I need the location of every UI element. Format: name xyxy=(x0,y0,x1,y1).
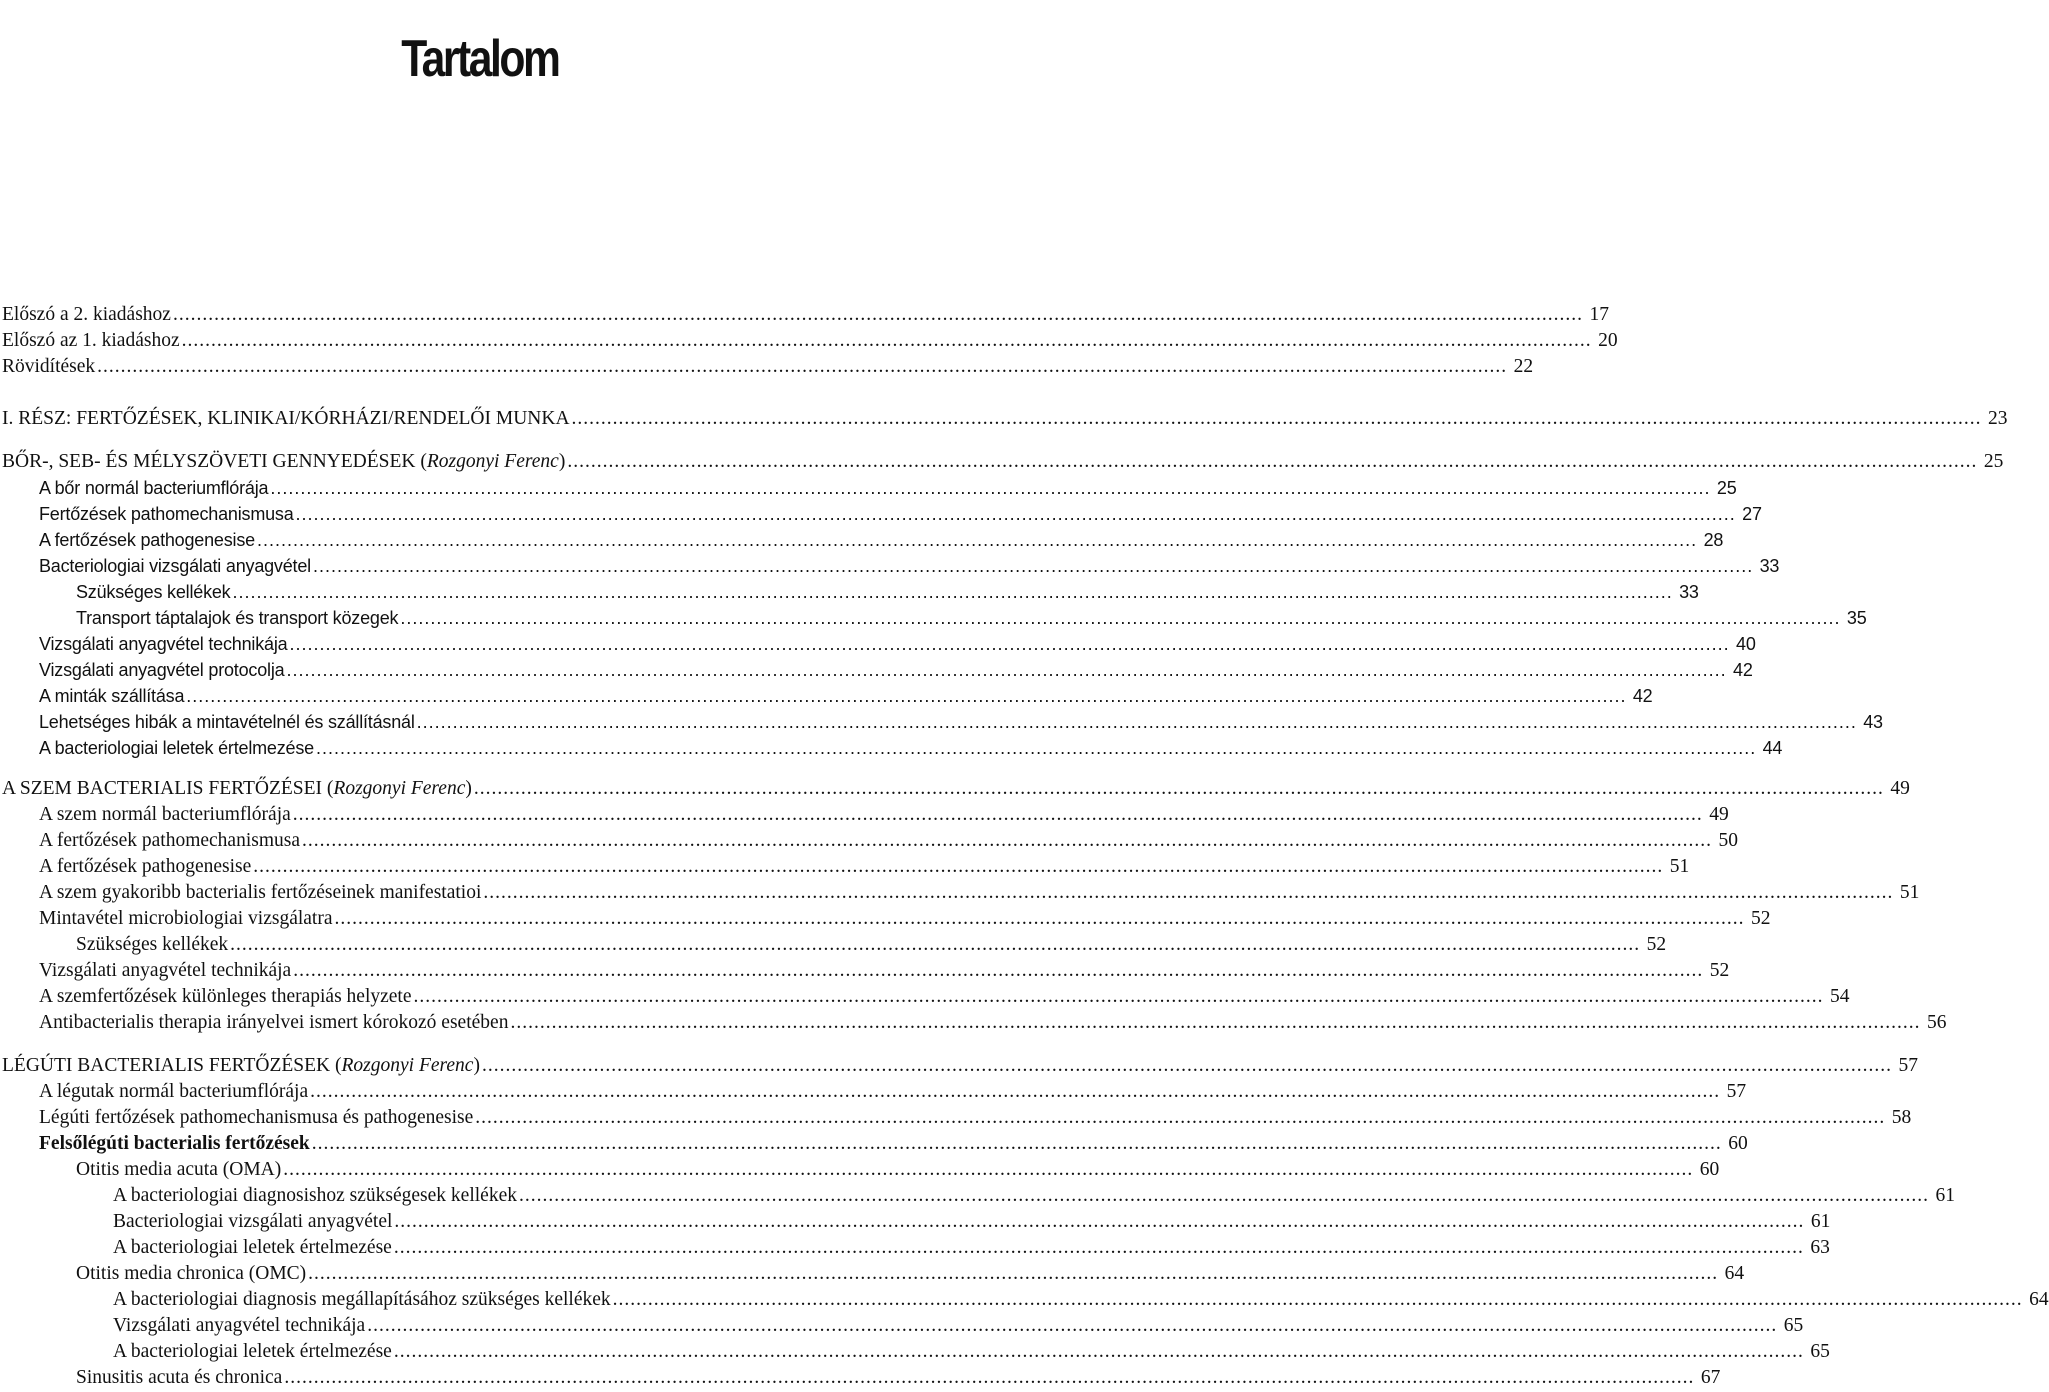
toc-entry-page: 58 xyxy=(1891,1107,1912,1128)
dot-leader xyxy=(482,1053,1892,1079)
toc-entry-page: 49 xyxy=(1709,804,1729,825)
dot-leader xyxy=(289,631,1729,657)
toc-chapter-heading xyxy=(2,776,1910,802)
dot-leader xyxy=(519,1183,1929,1209)
toc-entry xyxy=(2,1235,1830,1261)
toc-entry xyxy=(2,1287,2049,1313)
toc-entry-label: A fertőzések pathogenesise xyxy=(39,856,252,877)
toc-entry xyxy=(2,631,1756,657)
toc-entry-page: 67 xyxy=(1700,1367,1721,1388)
toc-entry-label: A fertőzések pathogenesise xyxy=(39,530,255,550)
toc-entry-label: Lehetséges hibák a mintavételnél és szállításnál xyxy=(39,712,415,732)
dot-leader xyxy=(474,776,1884,802)
toc-entry-page: 63 xyxy=(1810,1237,1830,1258)
toc-entry-page: 57 xyxy=(1726,1081,1747,1102)
dot-leader xyxy=(232,579,1672,605)
toc-entry-page: 60 xyxy=(1728,1133,1748,1154)
toc-entry xyxy=(2,1105,1912,1131)
toc-entry xyxy=(2,527,1724,553)
toc-entry-page: 22 xyxy=(1513,356,1534,377)
toc-chapter-heading xyxy=(2,449,2004,475)
toc-entry xyxy=(2,1261,1745,1287)
toc-entry-label: Vizsgálati anyagvétel technikája xyxy=(39,634,288,654)
toc-entry-label: Otitis media acuta (OMA) xyxy=(76,1159,282,1180)
dot-leader xyxy=(313,553,1753,579)
toc-entry-page: 52 xyxy=(1751,908,1771,929)
dot-leader xyxy=(286,657,1726,683)
dot-leader xyxy=(293,958,1703,984)
toc-entry xyxy=(2,1157,1720,1183)
dot-leader xyxy=(173,302,1583,328)
dot-leader xyxy=(270,475,1710,501)
toc-entry-label xyxy=(2,449,565,475)
toc-entry-label xyxy=(2,1053,480,1079)
dot-leader xyxy=(312,1131,1722,1157)
toc-entry xyxy=(2,553,1780,579)
toc-entry-page: 20 xyxy=(1598,330,1618,351)
toc-entry-label: Antibacterialis therapia irányelvei ismert kórokozó esetében xyxy=(39,1012,509,1033)
toc-entry-label: Sinusitis acuta és chronica xyxy=(76,1367,283,1388)
toc-entry-label: Bacteriologiai vizsgálati anyagvétel xyxy=(39,556,311,576)
dot-leader xyxy=(186,683,1626,709)
toc-entry xyxy=(2,683,1653,709)
toc-entry-label: Előszó az 1. kiadáshoz xyxy=(2,330,180,351)
toc-entry-page: 43 xyxy=(1863,712,1883,732)
dot-leader xyxy=(510,1010,1920,1036)
toc-entry-label: A minták szállítása xyxy=(39,686,185,706)
dot-leader xyxy=(483,880,1893,906)
toc-entry-page: 64 xyxy=(1724,1263,1745,1284)
dot-leader xyxy=(394,1235,1804,1261)
toc-chapter-heading xyxy=(2,1053,1918,1079)
toc-entry xyxy=(2,1010,1947,1036)
toc-entry-label: Vizsgálati anyagvétel technikája xyxy=(113,1315,366,1336)
dot-leader xyxy=(302,828,1712,854)
toc-entry-label: A szem normál bacteriumflórája xyxy=(39,804,291,825)
dot-leader xyxy=(310,1079,1720,1105)
toc-entry-page: 25 xyxy=(1983,451,2004,472)
dot-leader xyxy=(394,1339,1804,1365)
dot-leader xyxy=(257,527,1697,553)
dot-leader xyxy=(316,735,1756,761)
toc-entry-label: Fertőzések pathomechanismusa xyxy=(39,504,294,524)
toc-entry-page: 28 xyxy=(1703,530,1724,550)
toc-entry xyxy=(2,579,1699,605)
toc-part-heading xyxy=(2,406,2008,432)
dot-leader xyxy=(394,1209,1804,1235)
toc-entry xyxy=(2,984,1850,1010)
toc-entry-label: A szem gyakoribb bacterialis fertőzéseinek manifestatioi xyxy=(39,882,482,903)
dot-leader xyxy=(572,406,1982,432)
toc-entry xyxy=(2,932,1667,958)
toc-entry-page: 65 xyxy=(1783,1315,1804,1336)
dot-leader xyxy=(253,854,1663,880)
toc-entry xyxy=(2,828,1738,854)
toc-entry-label: A szemfertőzések különleges therapiás helyzete xyxy=(39,986,412,1007)
toc-entry xyxy=(2,1365,1721,1391)
toc-entry xyxy=(2,735,1783,761)
chapter-author: Rozgonyi Ferenc xyxy=(333,778,466,799)
toc-entry-label xyxy=(2,776,472,802)
toc-entry-page: 33 xyxy=(1679,582,1699,602)
chapter-title-end: ) xyxy=(465,778,472,799)
toc-entry-label: Otitis media chronica (OMC) xyxy=(76,1263,307,1284)
toc-entry-label: Szükséges kellékek xyxy=(76,582,231,602)
toc-entry-label: Rövidítések xyxy=(2,356,96,377)
toc-entry xyxy=(2,880,1920,906)
dot-leader xyxy=(414,984,1824,1010)
dot-leader xyxy=(367,1313,1777,1339)
toc-entry-page: 51 xyxy=(1669,856,1690,877)
toc-entry-page: 60 xyxy=(1699,1159,1720,1180)
toc-entry xyxy=(2,475,1737,501)
toc-entry xyxy=(2,802,1729,828)
toc-entry-page: 27 xyxy=(1742,504,1762,524)
dot-leader xyxy=(308,1261,1718,1287)
toc-entry-label: A légutak normál bacteriumflórája xyxy=(39,1081,309,1102)
toc-entry xyxy=(2,1183,1955,1209)
toc-entry xyxy=(2,328,1618,354)
chapter-title-end: ) xyxy=(558,451,566,472)
dot-leader xyxy=(400,605,1840,631)
toc-entry-label: Szükséges kellékek xyxy=(76,934,229,955)
dot-leader xyxy=(567,449,1977,475)
dot-leader xyxy=(335,906,1745,932)
toc-entry xyxy=(2,302,1609,328)
dot-leader xyxy=(284,1365,1694,1391)
dot-leader xyxy=(283,1157,1693,1183)
toc-entry-label: Légúti fertőzések pathomechanismusa és pathogenesise xyxy=(39,1107,474,1128)
toc-entry-page: 42 xyxy=(1632,686,1653,706)
toc-entry xyxy=(2,1313,1804,1339)
toc-entry-page: 61 xyxy=(1810,1211,1831,1232)
dot-leader xyxy=(296,501,1736,527)
chapter-author: Rozgonyi Ferenc xyxy=(426,451,559,472)
toc-entry-page: 40 xyxy=(1736,634,1756,654)
toc-entry-label: A bacteriologiai diagnosishoz szükségesek kellékek xyxy=(113,1185,517,1206)
dot-leader xyxy=(182,328,1592,354)
dot-leader xyxy=(230,932,1640,958)
toc-entry xyxy=(2,854,1690,880)
toc-entry-label: Bacteriologiai vizsgálati anyagvétel xyxy=(113,1211,393,1232)
toc-entry-page: 57 xyxy=(1898,1055,1918,1076)
toc-entry-page: 49 xyxy=(1890,778,1910,799)
toc-entry xyxy=(2,657,1753,683)
toc-entry-page: 35 xyxy=(1846,608,1867,628)
toc-entry xyxy=(2,709,1883,735)
toc-entry-page: 54 xyxy=(1830,986,1850,1007)
dot-leader xyxy=(613,1287,2023,1313)
toc-entry xyxy=(2,1209,1831,1235)
dot-leader xyxy=(475,1105,1885,1131)
toc-entry-label: A bacteriologiai diagnosis megállapításához szükséges kellékek xyxy=(113,1289,611,1310)
toc-entry xyxy=(2,501,1762,527)
toc-entry xyxy=(2,1339,1830,1365)
toc-entry-label: A bacteriologiai leletek értelmezése xyxy=(113,1237,392,1258)
toc-entry-page: 56 xyxy=(1926,1012,1947,1033)
toc-entry-page: 42 xyxy=(1733,660,1753,680)
chapter-title-end: ) xyxy=(473,1055,480,1076)
toc-entry-label: Mintavétel microbiologiai vizsgálatra xyxy=(39,908,333,929)
toc-entry-page: 23 xyxy=(1988,408,2008,429)
chapter-title: A SZEM BACTERIALIS FERTŐZÉSEI ( xyxy=(2,778,334,799)
toc-entry xyxy=(2,906,1771,932)
toc-entry-label: Vizsgálati anyagvétel technikája xyxy=(39,960,292,981)
toc-entry-page: 52 xyxy=(1709,960,1730,981)
toc-entry-page: 50 xyxy=(1718,830,1738,851)
dot-leader xyxy=(293,802,1703,828)
toc-entry-label: Előszó a 2. kiadáshoz xyxy=(2,304,171,325)
chapter-title: BŐR-, SEB- ÉS MÉLYSZÖVETI GENNYEDÉSEK ( xyxy=(2,451,427,472)
toc-entry-label: A bacteriologiai leletek értelmezése xyxy=(39,738,314,758)
chapter-title: LÉGÚTI BACTERIALIS FERTŐZÉSEK ( xyxy=(2,1055,342,1076)
toc-entry-page: 51 xyxy=(1899,882,1920,903)
toc-entry-page: 33 xyxy=(1759,556,1780,576)
dot-leader xyxy=(417,709,1857,735)
toc-entry-page: 25 xyxy=(1716,478,1737,498)
page-title: Tartalom xyxy=(401,30,559,88)
toc-entry-label: Transport táptalajok és transport közegek xyxy=(76,608,399,628)
chapter-author: Rozgonyi Ferenc xyxy=(341,1055,474,1076)
toc-entry-page: 17 xyxy=(1589,304,1609,325)
toc-entry xyxy=(2,354,1534,380)
toc-entry xyxy=(2,958,1730,984)
toc-entry-label: A fertőzések pathomechanismusa xyxy=(39,830,300,851)
toc-entry-label: Felsőlégúti bacterialis fertőzések xyxy=(39,1133,310,1154)
toc-entry-label: A bacteriologiai leletek értelmezése xyxy=(113,1341,392,1362)
toc-entry-label: I. RÉSZ: FERTŐZÉSEK, KLINIKAI/KÓRHÁZI/RENDELŐI MUNKA xyxy=(2,408,570,429)
toc-entry xyxy=(2,1131,1748,1157)
toc-entry xyxy=(2,605,1867,631)
dot-leader xyxy=(97,354,1507,380)
toc-entry-page: 44 xyxy=(1762,738,1783,758)
toc-entry-page: 64 xyxy=(2029,1289,2049,1310)
toc-entry-page: 52 xyxy=(1646,934,1667,955)
toc-entry-label: Vizsgálati anyagvétel protocolja xyxy=(39,660,285,680)
toc-entry xyxy=(2,1079,1747,1105)
toc-entry-label: A bőr normál bacteriumflórája xyxy=(39,478,269,498)
toc-entry-page: 61 xyxy=(1935,1185,1955,1206)
toc-entry-page: 65 xyxy=(1810,1341,1830,1362)
